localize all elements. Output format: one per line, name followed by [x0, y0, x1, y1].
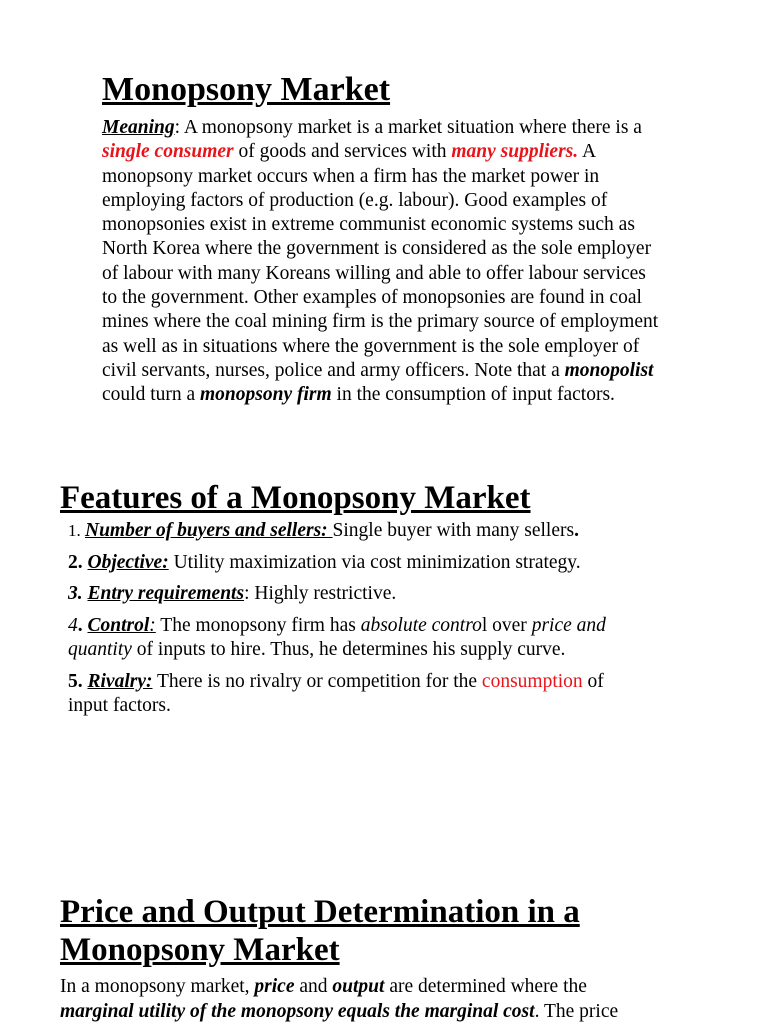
heading-line: Monopsony Market	[60, 932, 340, 968]
text-line: of labour with many Koreans willing and able to offer labour services	[102, 262, 646, 284]
heading-line: Price and Output Determination in a	[60, 894, 580, 930]
feature-label: Objective:	[87, 551, 169, 573]
text-line: monopsony market occurs when a firm has the market power in	[102, 165, 600, 187]
text-span: : A monopsony market is a market situation where there is a	[174, 117, 642, 138]
feature-item-5	[68, 670, 758, 719]
feature-item-4	[68, 614, 758, 663]
text-span: of inputs to hire. Thus, he determines his supply curve.	[131, 639, 566, 660]
highlight-consumption: consumption	[481, 670, 583, 692]
feature-label: Entry requirements	[87, 583, 245, 604]
text-span: quantity	[68, 639, 132, 660]
text-span: of	[582, 670, 604, 692]
text-span: l over	[481, 614, 532, 636]
feature-text: Utility maximization via cost minimization strategy.	[168, 551, 581, 573]
text-span: A	[578, 141, 597, 163]
feature-item-1	[68, 519, 758, 544]
text-span: of goods and services with	[233, 141, 452, 163]
text-span: and	[294, 976, 333, 997]
meaning-paragraph	[102, 116, 752, 408]
text-span: .	[574, 520, 579, 541]
text-span: are determined where the	[384, 976, 587, 997]
features-list	[68, 519, 758, 726]
meaning-label: Meaning	[102, 117, 175, 138]
term-marginal-utility: marginal utility of the monopsony equals the marginal cost	[60, 1000, 535, 1022]
feature-text: The monopsony firm has	[155, 614, 361, 636]
feature-item-2	[68, 551, 758, 576]
price-output-heading	[60, 893, 740, 969]
text-line: North Korea where the government is considered as the sole employer	[102, 238, 652, 260]
price-output-paragraph	[60, 975, 760, 1024]
text-span: absolute contro	[360, 614, 482, 636]
features-heading: Features of a Monopsony Market	[60, 480, 531, 516]
term-output: output	[332, 976, 385, 997]
page-title: Monopsony Market	[102, 71, 391, 108]
feature-text: There is no rivalry or competition for the	[152, 670, 482, 692]
text-span: in the consumption of input factors.	[331, 384, 615, 406]
list-number: 5.	[68, 670, 88, 692]
highlight-many-suppliers: many suppliers.	[451, 141, 579, 163]
feature-label: Rivalry:	[87, 670, 153, 692]
feature-text: Single buyer with many sellers	[332, 520, 575, 541]
text-span: .	[77, 614, 88, 636]
term-price: price	[254, 976, 295, 997]
term-monopolist: monopolist	[564, 359, 654, 381]
text-line: employing factors of production (e.g. labour). Good examples of	[102, 189, 608, 211]
list-number: 1.	[68, 521, 85, 540]
feature-label: Number of buyers and sellers:	[85, 520, 333, 541]
text-span: . The price	[534, 1000, 619, 1022]
text-line: as well as in situations where the government is the sole employer of	[102, 335, 640, 357]
text-span: civil servants, nurses, police and army officers. Note that a	[102, 359, 565, 381]
text-span: could turn a	[102, 384, 201, 406]
feature-text: : Highly restrictive.	[244, 583, 397, 604]
list-number: 3.	[68, 583, 88, 604]
text-line: to the government. Other examples of monopsonies are found in coal	[102, 287, 642, 309]
text-span: price and	[531, 614, 606, 636]
text-line: monopsonies exist in extreme communist economic systems such as	[102, 214, 635, 236]
text-span: :	[149, 614, 156, 636]
list-number: 4	[68, 614, 78, 636]
list-number: 2.	[68, 551, 88, 573]
highlight-single-consumer: single consumer	[102, 141, 234, 163]
text-span: In a monopsony market,	[60, 976, 255, 997]
term-monopsony-firm: monopsony firm	[200, 384, 332, 406]
text-span: input factors.	[68, 695, 171, 716]
feature-label: Control	[87, 614, 150, 636]
feature-item-3	[68, 582, 758, 607]
text-line: mines where the coal mining firm is the primary source of employment	[102, 311, 659, 333]
